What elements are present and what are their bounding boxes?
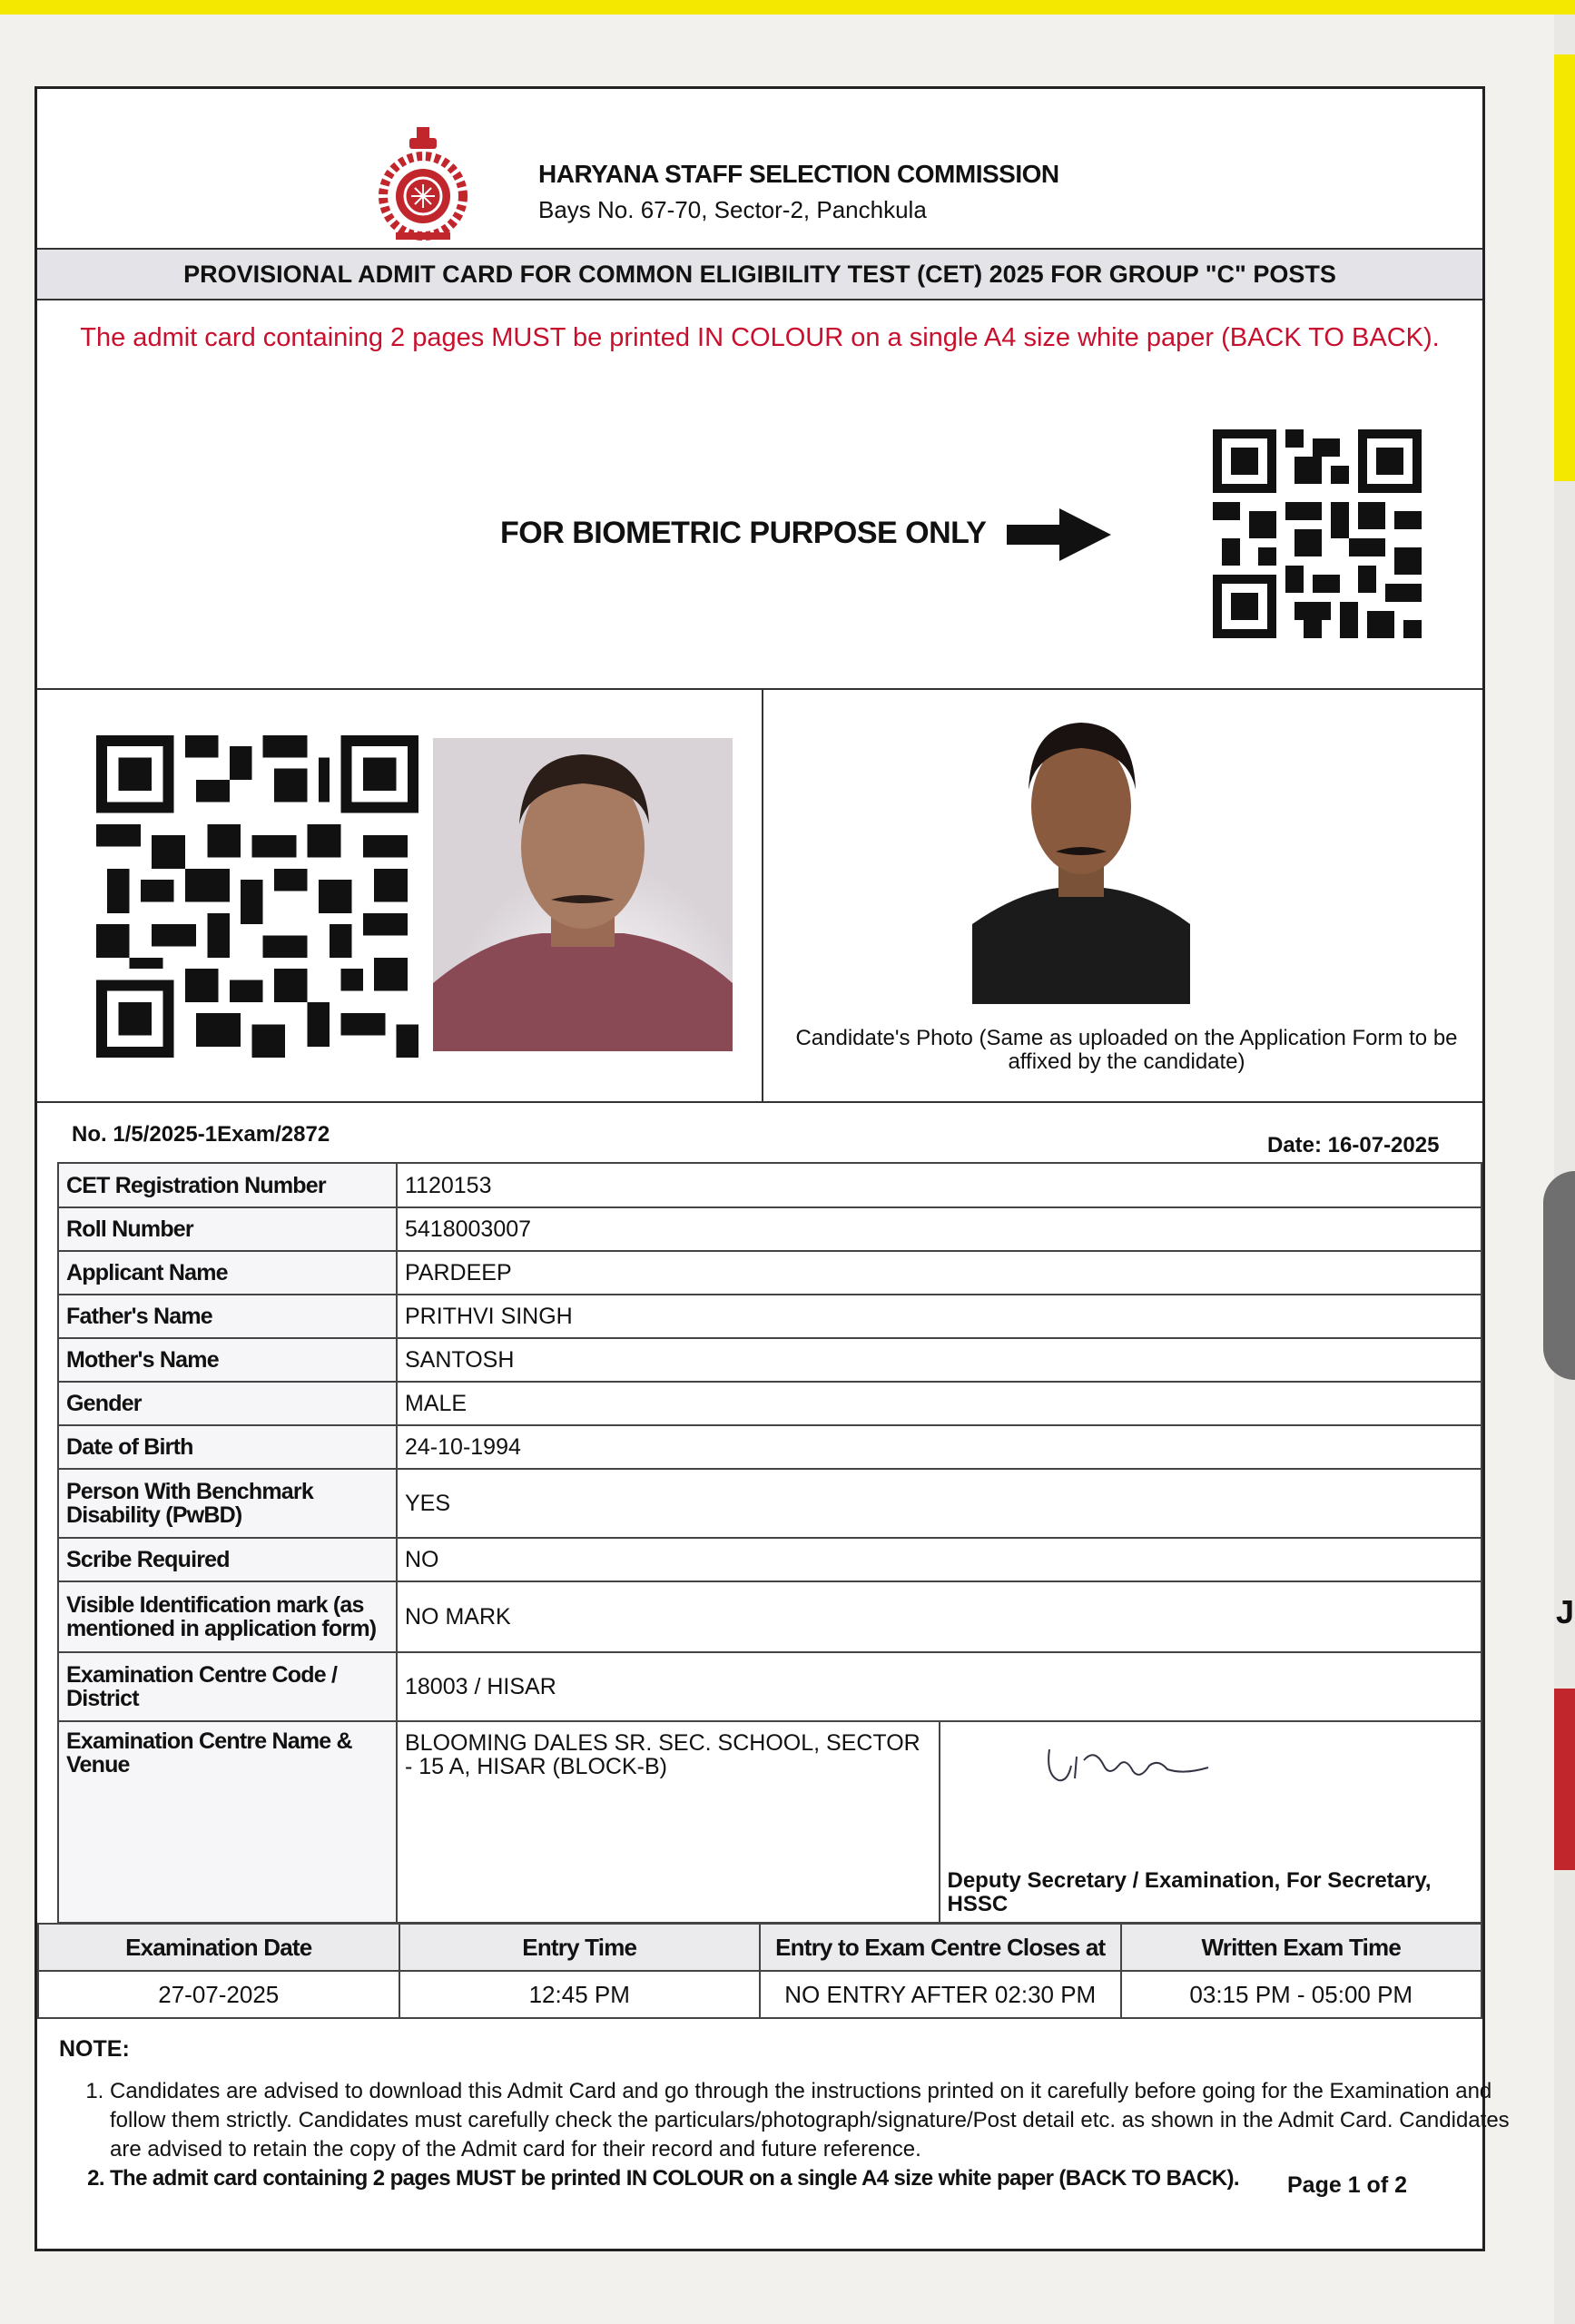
table-row [58,1469,1481,1538]
detail-label: Date of Birth [58,1425,397,1469]
detail-label: CET Registration Number [58,1163,397,1207]
admit-card-page [34,86,1510,2251]
signatory-title: Deputy Secretary / Examination, For Secretary, HSSC [947,1868,1432,1916]
entry-time: 12:45 PM [399,1971,761,2018]
detail-value: 24-10-1994 [397,1425,1481,1469]
detail-label: Visible Identification mark (as mentioned in application form) [58,1581,397,1652]
detail-value: PARDEEP [397,1251,1481,1295]
background-yellow-strip [0,0,1575,15]
table-row [58,1721,1481,1923]
photo-caption: Candidate's Photo (Same as uploaded on the Application Form to be affixed by the candidate) [795,1026,1458,1074]
detail-label: Gender [58,1382,397,1425]
schedule-header-row [38,1924,1481,1971]
reference-number: No. 1/5/2025-1Exam/2872 [72,1122,330,1147]
background-object [1543,1171,1575,1380]
schedule-header: Entry Time [399,1924,761,1971]
exam-schedule-table [37,1923,1482,2019]
schedule-value-row [38,1971,1481,2018]
applicant-photo-printed [433,738,733,1051]
candidate-qr-code-icon [96,735,418,1062]
detail-label: Person With Benchmark Disability (PwBD) [58,1469,397,1538]
schedule-header: Written Exam Time [1121,1924,1482,1971]
arrow-right-icon [1007,508,1111,561]
detail-value: 5418003007 [397,1207,1481,1251]
background-red-paper [1554,1689,1575,1870]
exam-date: 27-07-2025 [38,1971,399,2018]
detail-value: NO MARK [397,1581,1481,1652]
applicant-photo [972,715,1190,1004]
note-title: NOTE: [59,2036,130,2062]
table-row [58,1251,1481,1295]
table-row [58,1652,1481,1721]
candidate-details-table [57,1162,1482,1924]
detail-label: Mother's Name [58,1338,397,1382]
detail-value: MALE [397,1382,1481,1425]
commission-address: Bays No. 67-70, Sector-2, Panchkula [538,196,927,223]
schedule-header: Examination Date [38,1924,399,1971]
note-item: 2. The admit card containing 2 pages MUST be printed IN COLOUR on a single A4 size white paper (BACK TO BACK). [110,2164,1521,2193]
detail-value: YES [397,1469,1481,1538]
detail-value: 18003 / HISAR [397,1652,1481,1721]
card-title: PROVISIONAL ADMIT CARD FOR COMMON ELIGIBILITY TEST (CET) 2025 FOR GROUP "C" POSTS [37,248,1482,300]
written-exam-time: 03:15 PM - 05:00 PM [1121,1971,1482,2018]
issue-date: Date: 16-07-2025 [1267,1133,1440,1157]
biometric-label: FOR BIOMETRIC PURPOSE ONLY [500,516,987,550]
haryana-emblem-icon [373,125,473,243]
detail-value: NO [397,1538,1481,1581]
background-yellow-paper [1554,54,1575,481]
detail-label: Examination Centre Code / District [58,1652,397,1721]
note-item: 1. Candidates are advised to download this Admit Card and go through the instructions printed on it carefully before going for the Examination and follow them strictly. Candidates must carefully check the particulars/photograph/signature/Post detail etc. as shown in the Admit Card. Candidates are advised to retain the copy of the Admit card for their record and future reference. [110,2077,1521,2164]
detail-label: Roll Number [58,1207,397,1251]
page-number: Page 1 of 2 [1287,2172,1407,2198]
entry-closes: NO ENTRY AFTER 02:30 PM [760,1971,1121,2018]
table-row [58,1338,1481,1382]
table-row [58,1581,1481,1652]
detail-label: Scribe Required [58,1538,397,1581]
qr-code-icon [1213,429,1422,643]
detail-label: Examination Centre Name & Venue [58,1721,397,1923]
detail-label: Father's Name [58,1295,397,1338]
background-letter: J [1556,1593,1575,1630]
detail-value: BLOOMING DALES SR. SEC. SCHOOL, SECTOR - 15 A, HISAR (BLOCK-B) [397,1721,940,1923]
signature-mark [1031,1738,1213,1793]
table-row [58,1538,1481,1581]
schedule-header: Entry to Exam Centre Closes at [760,1924,1121,1971]
table-row [58,1207,1481,1251]
detail-label: Applicant Name [58,1251,397,1295]
detail-value: 1120153 [397,1163,1481,1207]
table-row [58,1163,1481,1207]
table-row [58,1425,1481,1469]
table-row [58,1382,1481,1425]
print-notice: The admit card containing 2 pages MUST be printed IN COLOUR on a single A4 size white paper (BACK TO BACK). [80,323,1440,352]
table-row [58,1295,1481,1338]
detail-value: PRITHVI SINGH [397,1295,1481,1338]
detail-value: SANTOSH [397,1338,1481,1382]
commission-name: HARYANA STAFF SELECTION COMMISSION [538,160,1059,188]
signatory-block [940,1721,1482,1923]
